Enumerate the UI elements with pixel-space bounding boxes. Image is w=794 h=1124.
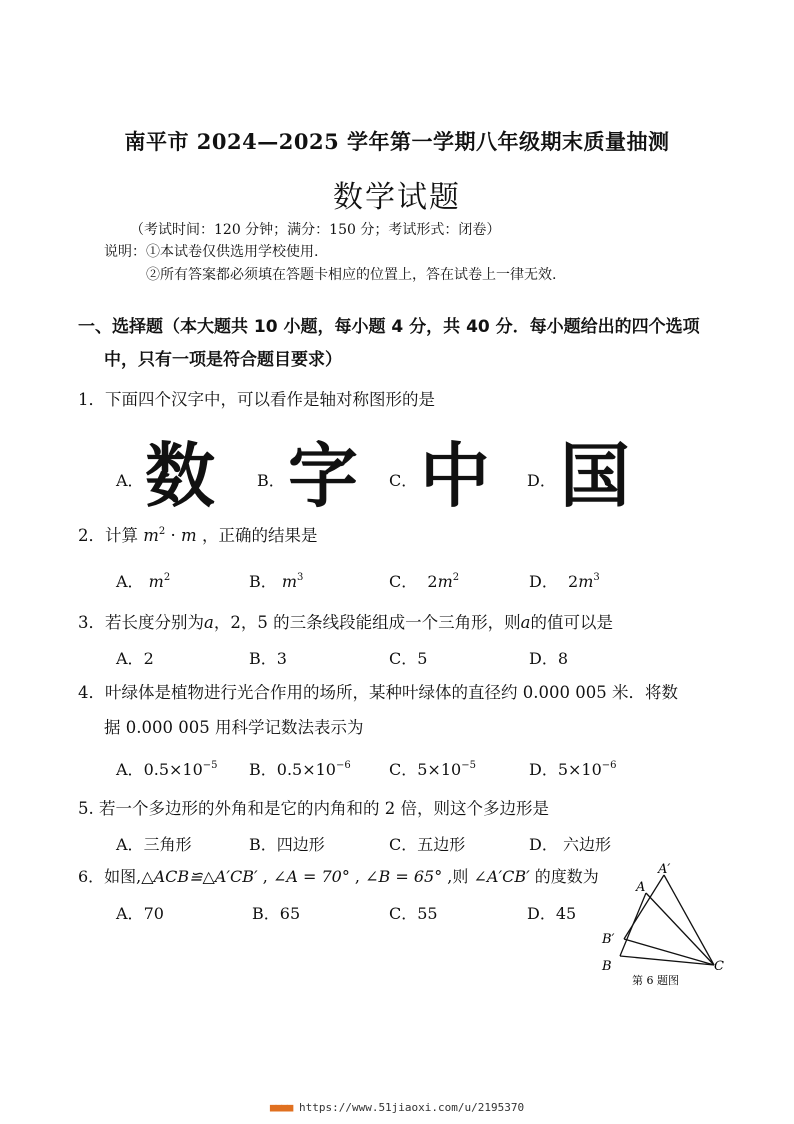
question-5-stem: 5. 若一个多边形的外角和是它的内角和的 2 倍，则这个多边形是	[78, 799, 549, 818]
q6-option-a: A．70	[116, 904, 164, 923]
q2-dot: ·	[170, 526, 176, 545]
q2-prefix: 2．计算	[78, 526, 138, 545]
q2-var-m: m	[143, 526, 159, 545]
paper-subtitle: 数学试题	[333, 180, 461, 215]
q1-option-b-char: 字	[288, 435, 358, 517]
question-1-stem: 1．下面四个汉字中，可以看作是轴对称图形的是	[78, 390, 435, 409]
q6-option-c: C．55	[389, 904, 438, 923]
paper-title: 南平市 2024—2025 学年第一学期八年级期末质量抽测	[124, 129, 670, 154]
q1-option-c-char: 中	[420, 435, 490, 517]
q6-option-d: D．45	[527, 904, 577, 923]
q1-option-d-char: 国	[560, 435, 630, 517]
section-heading-line2: 中，只有一项是符合题目要求）	[104, 350, 342, 370]
note-1: ①本试卷仅供选用学校使用.	[146, 244, 319, 260]
question-4-line2: 据 0.000 005 用科学记数法表示为	[104, 718, 364, 737]
q1-option-a-char: 数	[145, 435, 215, 517]
q1-option-b-label: B．	[257, 471, 285, 490]
q3-option-b: B．3	[249, 649, 287, 668]
note-label: 说明：	[104, 244, 146, 260]
exam-info: （考试时间：120 分钟；满分：150 分；考试形式：闭卷）	[130, 222, 501, 238]
q6-option-b: B．65	[252, 904, 301, 923]
q3-option-d: D．8	[529, 649, 569, 668]
q2-exp: 2	[158, 526, 166, 537]
question-6-stem: 6．如图,△ACB≌△A′CB′ , ∠A = 70° , ∠B = 65° ,则 ∠A′CB′ 的度数为	[78, 867, 599, 886]
q5-option-b: B．四边形	[249, 835, 325, 854]
q2-var-m2: m	[181, 526, 197, 545]
q4-option-d: D．$5\times 10^{-6}$	[529, 760, 617, 779]
note-2: ②所有答案都必须填在答题卡相应的位置上，答在试卷上一律无效.	[146, 267, 557, 283]
q2-option-b: B． $m^3$	[249, 572, 304, 591]
q2-option-c: C． $2m^2$	[389, 572, 460, 591]
label-C: C	[714, 959, 724, 974]
q2-option-a: A． $m^2$	[116, 572, 171, 591]
label-B1: B′	[602, 932, 615, 947]
q1-option-d-label: D．	[527, 471, 556, 490]
figure-caption: 第 6 题图	[632, 974, 679, 987]
q1-option-a-label: A．	[116, 471, 144, 490]
q3-option-c: C．5	[389, 649, 428, 668]
q4-option-c: C．$5\times 10^{-5}$	[389, 760, 476, 779]
q5-option-d: D． 六边形	[529, 835, 611, 854]
label-A: A	[636, 880, 646, 895]
question-2-stem	[78, 522, 317, 546]
footer-url[interactable]: https://www.51jiaoxi.com/u/2195370	[298, 1101, 525, 1114]
q2-tail: ，正确的结果是	[201, 526, 318, 545]
label-A1: A′	[658, 862, 671, 877]
footer-logo-dots: ■■■■	[269, 1101, 293, 1114]
q6-figure	[596, 860, 736, 988]
q5-option-c: C．五边形	[389, 835, 466, 854]
question-3-stem: 3．若长度分别为a，2，5 的三条线段能组成一个三角形，则a的值可以是	[78, 613, 613, 632]
q5-option-a: A．三角形	[116, 835, 192, 854]
q2-option-d: D． $2m^3$	[529, 572, 600, 591]
q4-option-a: A．$0.5\times 10^{-5}$	[116, 760, 218, 779]
footer	[0, 1101, 794, 1114]
section-heading: 一、选择题（本大题共 10 小题，每小题 4 分，共 40 分．每小题给出的四个选项	[78, 317, 700, 337]
q1-option-c-label: C．	[389, 471, 418, 490]
q3-option-a: A．2	[116, 649, 154, 668]
label-B: B	[602, 959, 612, 974]
question-4-line1: 4．叶绿体是植物进行光合作用的场所，某种叶绿体的直径约 0.000 005 米．将数	[78, 683, 678, 702]
q4-option-b: B．$0.5\times 10^{-6}$	[249, 760, 351, 779]
